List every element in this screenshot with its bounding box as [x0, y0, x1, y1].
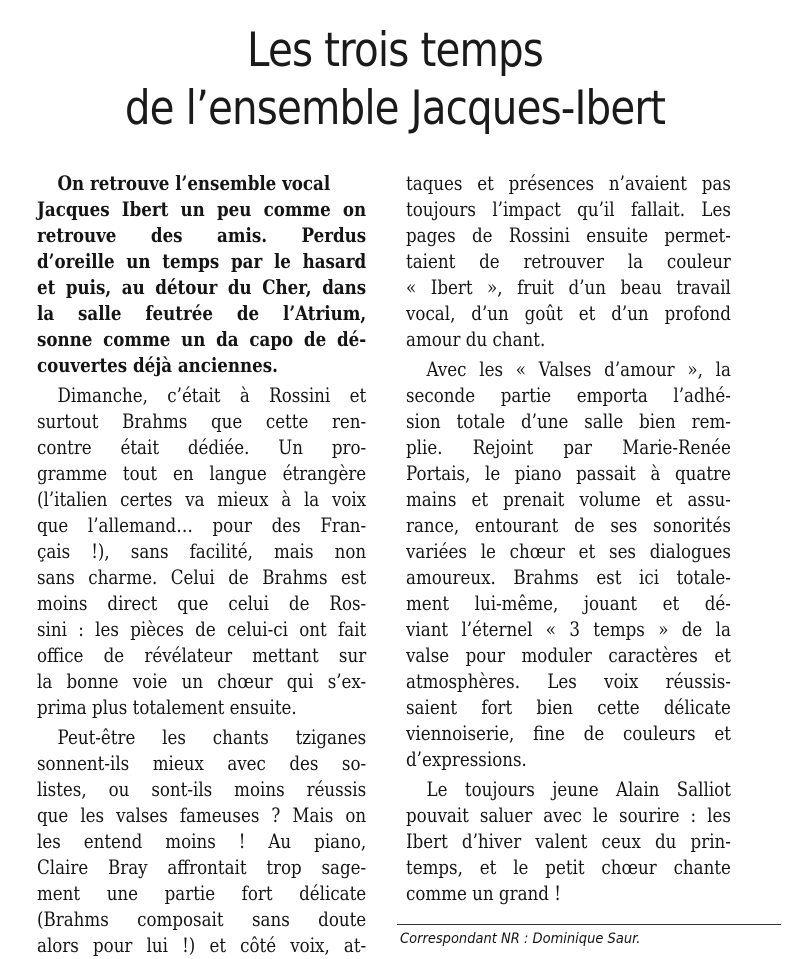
text-line: taques et présences n’avaient pas [406, 172, 731, 195]
text-line: pages de Rossini ensuite permet- [406, 224, 731, 247]
text-line: d’expressions. [406, 748, 527, 771]
text-line: que l’allemand… pour des Fran- [37, 514, 367, 537]
text-line: (Brahms composait sans doute [37, 908, 367, 931]
credit-divider [397, 924, 781, 925]
text-line: Dimanche, c’était à Rossini et [57, 384, 367, 407]
text-line: retrouve des amis. Perdus [37, 224, 367, 247]
text-line: On retrouve l’ensemble vocal [57, 172, 331, 195]
text-line: Peut-être les chants tziganes [57, 726, 367, 749]
text-line: sonnent-ils mieux avec des so- [37, 752, 367, 775]
text-line: viant l’éternel « 3 temps » de la [406, 618, 731, 641]
text-line: que les valses fameuses ? Mais on [37, 804, 367, 827]
text-line: la bonne voie un chœur qui s’ex- [37, 670, 367, 693]
text-line: et puis, au détour du Cher, dans [37, 276, 367, 299]
text-line: Portais, le piano passait à quatre [406, 462, 731, 485]
text-line: la salle feutrée de l’Atrium, [37, 302, 367, 325]
text-line: sion totale d’une salle bien rem- [406, 410, 731, 433]
text-line: valse pour moduler caractères et [406, 644, 731, 667]
right-column [406, 171, 731, 907]
paragraph [406, 357, 731, 773]
text-line: surtout Brahms que cette ren- [37, 410, 367, 433]
text-line: alors pour lui !) et côté voix, at- [37, 934, 367, 957]
text-line: Avec les « Valses d’amour », la [426, 358, 731, 381]
text-line: amour du chant. [406, 328, 546, 351]
headline [55, 22, 734, 138]
paragraph [406, 171, 731, 353]
text-line: atmosphères. Les voix réussis- [406, 670, 731, 693]
text-line: pouvait saluer avec le sourire : les [406, 804, 731, 827]
left-column [37, 171, 366, 959]
author-credit: Correspondant NR : Dominique Saur. [400, 931, 641, 947]
text-line: contre était dédiée. Un pro- [37, 436, 367, 459]
text-line: seconde partie emporta l’adhé- [406, 384, 731, 407]
text-line: sini : les pièces de celui-ci ont fait [37, 618, 367, 641]
text-line: mains et prenait volume et assu- [406, 488, 731, 511]
text-line: rance, entourant de ses sonorités [406, 514, 731, 537]
text-line: vocal, d’un goût et d’un profond [406, 302, 731, 325]
text-line: amoureux. Brahms est ici totale- [406, 566, 731, 589]
text-line: moins direct que celui de Ros- [37, 592, 367, 615]
text-line: toujours l’impact qu’il fallait. Les [406, 198, 731, 221]
text-line: Claire Bray affrontait trop sage- [37, 856, 367, 879]
text-line: ment une partie fort délicate [37, 882, 367, 905]
text-line: prima plus totalement ensuite. [37, 696, 297, 719]
text-line: d’oreille un temps par le hasard [37, 250, 367, 273]
text-line: (l’italien certes va mieux à la voix [37, 488, 367, 511]
text-line: « Ibert », fruit d’un beau travail [406, 276, 731, 299]
text-line: les entend moins ! Au piano, [37, 830, 367, 853]
paragraph [37, 725, 366, 959]
text-line: Le toujours jeune Alain Salliot [426, 778, 731, 801]
text-line: sonne comme un da capo de dé- [37, 328, 367, 351]
text-line: comme un grand ! [406, 882, 561, 905]
text-line: taient de retrouver la couleur [406, 250, 731, 273]
text-line: Jacques Ibert un peu comme on [37, 198, 367, 221]
text-line: saient fort bien cette délicate [406, 696, 731, 719]
headline-line-1: Les trois temps [247, 23, 543, 78]
text-line: ment lui-même, jouant et dé- [406, 592, 731, 615]
lead-paragraph [37, 171, 366, 379]
paragraph [406, 777, 731, 907]
text-line: variées le chœur et ses dialogues [406, 540, 731, 563]
text-line: gramme tout en langue étrangère [37, 462, 367, 485]
text-line: listes, ou sont-ils moins réussis [37, 778, 367, 801]
text-line: plie. Rejoint par Marie-Renée [406, 436, 731, 459]
text-line: sans charme. Celui de Brahms est [37, 566, 367, 589]
headline-line-2: de l’ensemble Jacques-Ibert [124, 81, 666, 136]
text-line: Ibert d’hiver valent ceux du prin- [406, 830, 731, 853]
text-line: office de révélateur mettant sur [37, 644, 367, 667]
text-line: çais !), sans facilité, mais non [37, 540, 367, 563]
text-line: couvertes déjà anciennes. [37, 354, 278, 377]
text-line: temps, et le petit chœur chante [406, 856, 731, 879]
text-line: viennoiserie, fine de couleurs et [406, 722, 731, 745]
paragraph [37, 383, 366, 721]
